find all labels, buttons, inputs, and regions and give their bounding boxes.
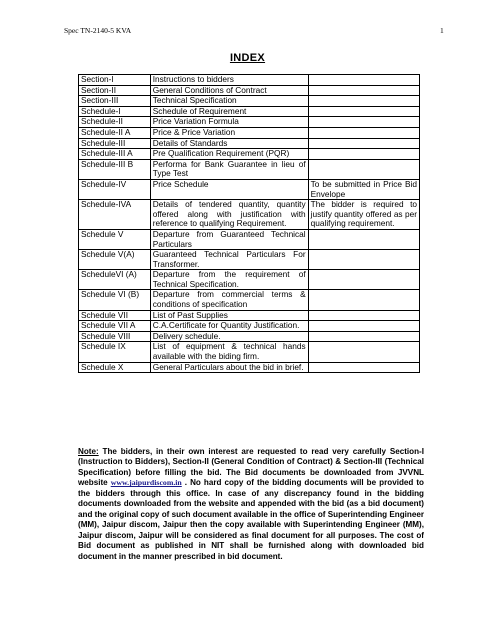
section-cell: Schedule VII	[79, 310, 151, 321]
remark-cell	[308, 362, 419, 373]
remark-cell	[308, 75, 419, 86]
remark-cell	[308, 149, 419, 160]
remark-cell: The bidder is required to justify quantity offered as per qualifying requirement.	[308, 200, 419, 230]
remark-cell	[308, 117, 419, 128]
description-cell: Guaranteed Technical Particulars For Transformer.	[150, 250, 308, 270]
description-cell: Performa for Bank Guarantee in lieu of Type Test	[150, 159, 308, 179]
description-cell: Departure from Guaranteed Technical Particulars	[150, 229, 308, 249]
description-cell: C.A.Certificate for Quantity Justification.	[150, 321, 308, 332]
section-cell: Schedule VII A	[79, 321, 151, 332]
remark-cell: To be submitted in Price Bid Envelope	[308, 179, 419, 199]
description-cell: Schedule of Requirement	[150, 106, 308, 117]
index-table	[78, 74, 420, 373]
table-row	[79, 321, 420, 332]
section-cell: Schedule-IV	[79, 179, 151, 199]
remark-cell	[308, 310, 419, 321]
remark-cell	[308, 127, 419, 138]
remark-cell	[308, 331, 419, 342]
spec-header: Spec TN-2140-5 KVA	[64, 26, 132, 35]
section-cell: Schedule IX	[79, 342, 151, 362]
table-row	[79, 75, 420, 86]
description-cell: Delivery schedule.	[150, 331, 308, 342]
section-cell: Schedule-III B	[79, 159, 151, 179]
table-row	[79, 331, 420, 342]
note-paragraph	[78, 447, 424, 562]
section-cell: ScheduleVI (A)	[79, 270, 151, 290]
remark-cell	[308, 96, 419, 107]
description-cell: Price Schedule	[150, 179, 308, 199]
remark-cell	[308, 342, 419, 362]
section-cell: Schedule V(A)	[79, 250, 151, 270]
table-row	[79, 96, 420, 107]
section-cell: Schedule-II A	[79, 127, 151, 138]
table-row	[79, 106, 420, 117]
section-cell: Section-I	[79, 75, 151, 86]
description-cell: Technical Specification	[150, 96, 308, 107]
description-cell: Price & Price Variation	[150, 127, 308, 138]
section-cell: Schedule VIII	[79, 331, 151, 342]
table-row	[79, 85, 420, 96]
remark-cell	[308, 229, 419, 249]
section-cell: Schedule X	[79, 362, 151, 373]
table-row	[79, 138, 420, 149]
section-cell: Schedule VI (B)	[79, 290, 151, 310]
table-row	[79, 362, 420, 373]
table-row	[79, 149, 420, 160]
table-row	[79, 179, 420, 199]
table-row	[79, 229, 420, 249]
table-row	[79, 159, 420, 179]
section-cell: Schedule-II	[79, 117, 151, 128]
description-cell: Details of tendered quantity, quantity offered along with justification with reference to qualifying Requirement.	[150, 200, 308, 230]
description-cell: Details of Standards	[150, 138, 308, 149]
table-row	[79, 310, 420, 321]
description-cell: Departure from commercial terms & conditions of specification	[150, 290, 308, 310]
remark-cell	[308, 270, 419, 290]
table-row	[79, 342, 420, 362]
description-cell: Instructions to bidders	[150, 75, 308, 86]
remark-cell	[308, 106, 419, 117]
table-row	[79, 127, 420, 138]
section-cell: Section-III	[79, 96, 151, 107]
description-cell: General Particulars about the bid in brief.	[150, 362, 308, 373]
table-row	[79, 117, 420, 128]
table-row	[79, 250, 420, 270]
description-cell: Price Variation Formula	[150, 117, 308, 128]
note-text-before-link: The bidders, in their own interest are requested to read very carefully Section-I (Instruction to Bidders), Section-II (General Condition of Contract) & Section-III (Technical Specification) before filling the bid. The Bid documents be downloaded from JVVNL website	[78, 447, 424, 488]
note-text-after-link: . No hard copy of the bidding documents will be provided to the bidders through this office. In case of any discrepancy found in the bidding documents downloaded from the website and appended with the bid (as a bid document) and the original copy of such document available in the office of Superintending Engineer (MM), Jaipur discom, Jaipur then the copy available with Superintending Engineer (MM), Jaipur discom, Jaipur will be considered as final document for all purposes. The cost of Bid document as published in NIT shall be furnished along with downloaded bid document in the manner prescribed in bid document.	[78, 478, 424, 561]
remark-cell	[308, 138, 419, 149]
section-cell: Section-II	[79, 85, 151, 96]
website-link[interactable]: www.jaipurdiscom.in	[110, 478, 182, 488]
description-cell: Departure from the requirement of Technical Specification.	[150, 270, 308, 290]
table-row	[79, 200, 420, 230]
table-row	[79, 270, 420, 290]
remark-cell	[308, 321, 419, 332]
remark-cell	[308, 159, 419, 179]
remark-cell	[308, 250, 419, 270]
section-cell: Schedule-I	[79, 106, 151, 117]
remark-cell	[308, 85, 419, 96]
description-cell: List of Past Supplies	[150, 310, 308, 321]
remark-cell	[308, 290, 419, 310]
description-cell: Pre Qualification Requirement (PQR)	[150, 149, 308, 160]
description-cell: General Conditions of Contract	[150, 85, 308, 96]
section-cell: Schedule-III	[79, 138, 151, 149]
note-label: Note:	[78, 447, 99, 456]
page-number: 1	[440, 26, 444, 35]
section-cell: Schedule-IVA	[79, 200, 151, 230]
section-cell: Schedule-III A	[79, 149, 151, 160]
table-row	[79, 290, 420, 310]
description-cell: List of equipment & technical hands available with the biding firm.	[150, 342, 308, 362]
section-cell: Schedule V	[79, 229, 151, 249]
page-title: INDEX	[229, 52, 266, 64]
